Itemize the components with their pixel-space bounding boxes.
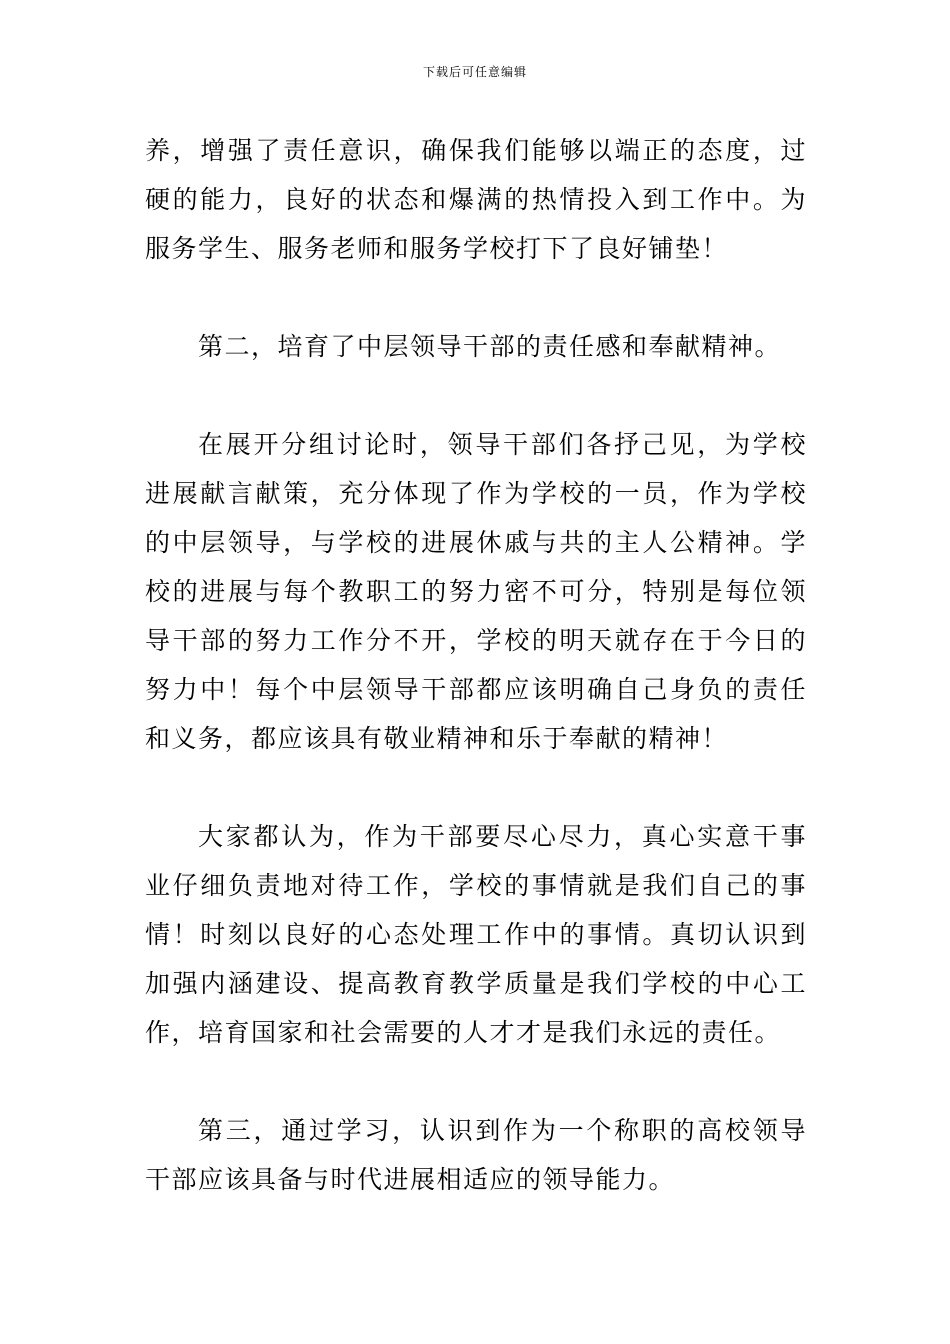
paragraph-1: 养，增强了责任意识，确保我们能够以端正的态度，过硬的能力，良好的状态和爆满的热情投入到工作中。为服务学生、服务老师和服务学校打下了良好铺垫！ (145, 136, 807, 263)
paragraph-3: 在展开分组讨论时，领导干部们各抒己见，为学校进展献言献策，充分体现了作为学校的一员，作为学校的中层领导，与学校的进展休戚与共的主人公精神。学校的进展与每个教职工的努力密不可分，特别是每位领导干部的努力工作分不开，学校的明天就存在于今日的努力中！每个中层领导干部都应该明确自己身负的责任和义务，都应该具有敬业精神和乐于奉献的精神！ (145, 430, 807, 753)
document-body (145, 126, 807, 1253)
page-header: 下载后可任意编辑 (422, 65, 527, 79)
paragraph-2: 第二，培育了中层领导干部的责任感和奉献精神。 (198, 332, 782, 361)
paragraph-4: 大家都认为，作为干部要尽心尽力，真心实意干事业仔细负责地对待工作，学校的事情就是我们自己的事情！时刻以良好的心态处理工作中的事情。真切认识到加强内涵建设、提高教育教学质量是我们学校的中心工作，培育国家和社会需要的人才才是我们永远的责任。 (145, 822, 807, 1047)
paragraph-5: 第三，通过学习，认识到作为一个称职的高校领导干部应该具备与时代进展相适应的领导能力。 (145, 1116, 807, 1194)
